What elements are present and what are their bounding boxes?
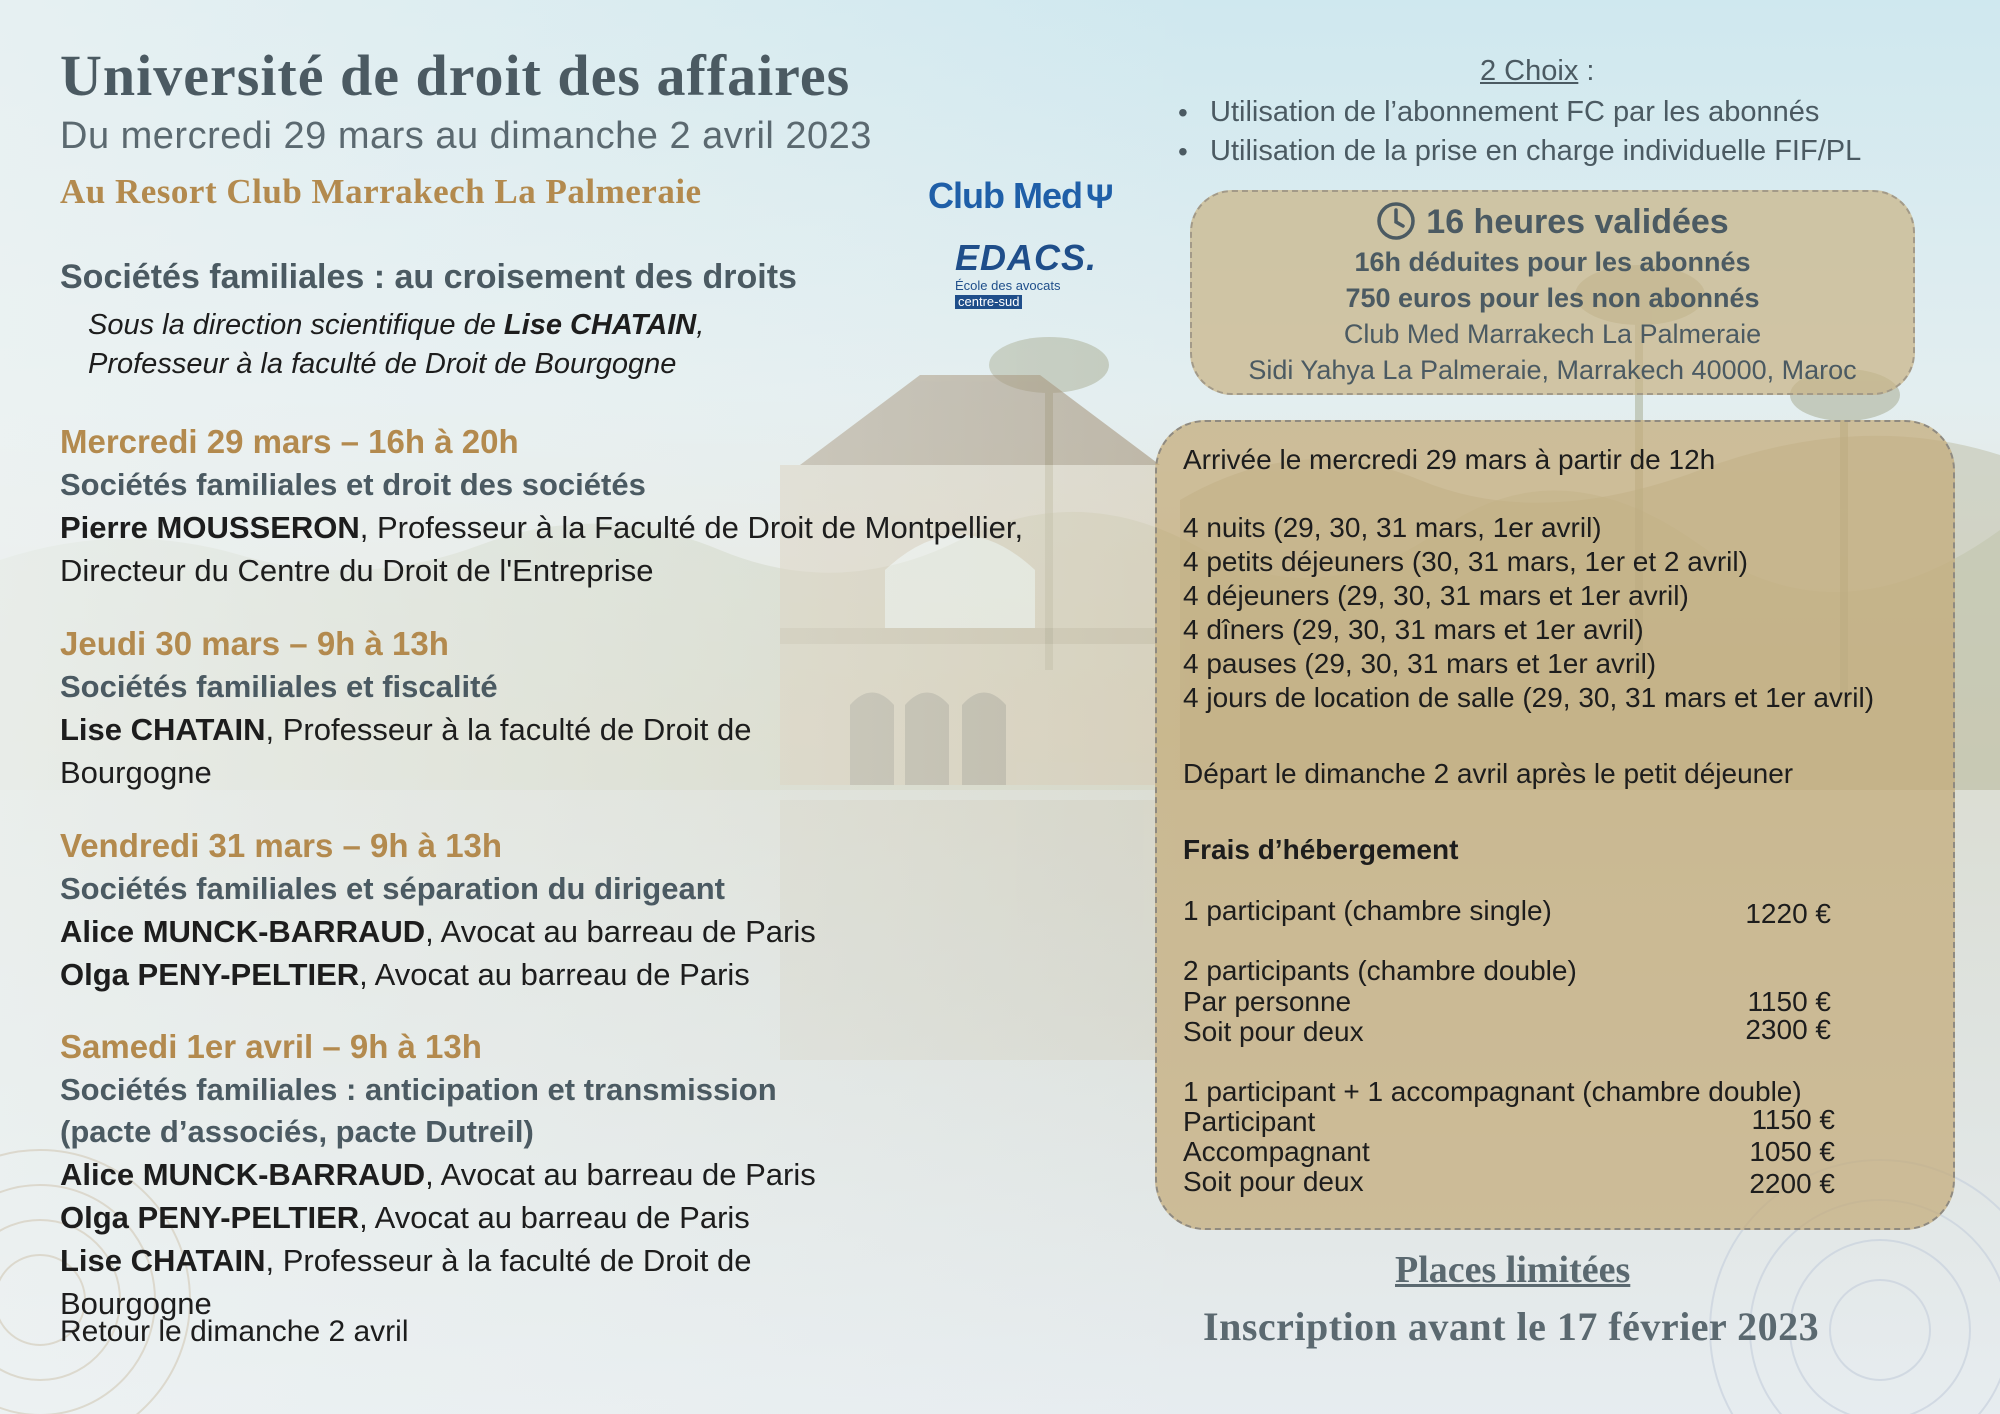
stay-arrival: Arrivée le mercredi 29 mars à partir de 12h <box>1183 444 1716 475</box>
limited-places: Places limitées <box>1395 1249 1631 1291</box>
fee-accomp-acc-price: 1050 € <box>1749 1136 1835 1167</box>
fee-accomp-acc-label: Accompagnant <box>1183 1136 1370 1167</box>
speaker <box>60 1239 860 1325</box>
speaker-role: , Professeur à la faculté de Droit de Bourgogne <box>60 1243 752 1321</box>
choix-item: • Utilisation de l’abonnement FC par les abonnés <box>1210 93 1861 132</box>
fee-accomp-part-price: 1150 € <box>1751 1104 1835 1135</box>
speaker-name: Pierre MOUSSERON <box>60 510 360 545</box>
fee-accomp-total-price: 2200 € <box>1749 1168 1835 1199</box>
speaker-name: Olga PENY-PELTIER <box>60 1200 360 1235</box>
hours-box <box>1190 190 1915 395</box>
fee-double-total-label: Soit pour deux <box>1183 1016 1364 1047</box>
speaker <box>60 1196 860 1239</box>
registration-deadline: Inscription avant le 17 février 2023 <box>1203 1304 1820 1349</box>
fee-double-label: 2 participants (chambre double) <box>1183 955 1577 986</box>
stay-include-item: 4 pauses (29, 30, 31 mars et 1er avril) <box>1183 648 1657 679</box>
day-subject: Sociétés familiales : anticipation et transmission (pacte d’associés, pacte Dutreil) <box>60 1072 777 1149</box>
speaker <box>60 1153 860 1196</box>
speaker-role: , Professeur à la Faculté de Droit de Montpellier, Directeur du Centre du Droit de l'Entreprise <box>60 510 1024 588</box>
choix-item: • Utilisation de la prise en charge individuelle FIF/PL <box>1210 132 1861 171</box>
direction-prefix: Sous la direction scientifique de <box>88 309 504 341</box>
day-block-1 <box>60 420 1100 592</box>
stay-include-item: 4 dîners (29, 30, 31 mars et 1er avril) <box>1183 614 1644 645</box>
speaker <box>60 953 1100 996</box>
day-block-4 <box>60 1025 860 1325</box>
edacs-logo-line1: École des avocats <box>955 278 1061 293</box>
choix-title-main: 2 Choix <box>1480 55 1579 87</box>
choix-title <box>1480 55 1594 88</box>
clubmed-logo <box>928 175 1113 217</box>
hours-non-subscribers: 750 euros pour les non abonnés <box>1345 283 1760 314</box>
day-heading: Vendredi 31 mars – 9h à 13h <box>60 827 503 864</box>
edacs-logo-text: EDACS. <box>955 237 1098 278</box>
speaker-name: Olga PENY-PELTIER <box>60 957 360 992</box>
hours-subscribers: 16h déduites pour les abonnés <box>1354 247 1751 278</box>
speaker-role: , Avocat au barreau de Paris <box>425 1157 816 1192</box>
speaker-name: Alice MUNCK-BARRAUD <box>60 914 426 949</box>
speaker <box>60 910 1100 953</box>
day-heading: Samedi 1er avril – 9h à 13h <box>60 1028 482 1065</box>
event-dates: Du mercredi 29 mars au dimanche 2 avril 2023 <box>60 115 872 157</box>
stay-include-item: 4 petits déjeuners (30, 31 mars, 1er et 2 avril) <box>1183 546 1748 577</box>
day-block-3 <box>60 824 1100 996</box>
choix-title-suffix: : <box>1578 55 1595 87</box>
speaker-name: Lise CHATAIN <box>60 712 266 747</box>
clock-icon <box>1376 201 1416 241</box>
day-heading: Mercredi 29 mars – 16h à 20h <box>60 423 519 460</box>
speaker-name: Alice MUNCK-BARRAUD <box>60 1157 426 1192</box>
day-subject: Sociétés familiales et fiscalité <box>60 669 498 704</box>
hours-place: Club Med Marrakech La Palmeraie <box>1343 319 1762 350</box>
stay-include-item: 4 nuits (29, 30, 31 mars, 1er avril) <box>1183 512 1602 543</box>
fee-single-price: 1220 € <box>1745 898 1831 929</box>
stay-box <box>1155 420 1955 1230</box>
event-venue: Au Resort Club Marrakech La Palmeraie <box>60 172 702 211</box>
day-heading: Jeudi 30 mars – 9h à 13h <box>60 625 449 662</box>
stay-include-item: 4 déjeuners (29, 30, 31 mars et 1er avril) <box>1183 580 1689 611</box>
direction-line2: Professeur à la faculté de Droit de Bourgogne <box>88 348 677 380</box>
fees-title: Frais d’hébergement <box>1183 834 1459 865</box>
page-title: Université de droit des affaires <box>60 43 851 108</box>
speaker <box>60 708 850 794</box>
edacs-logo <box>955 237 1098 311</box>
fee-single-label: 1 participant (chambre single) <box>1183 895 1552 926</box>
hours-validated: 16 heures validées <box>1426 203 1729 241</box>
speaker-role: , Avocat au barreau de Paris <box>359 957 750 992</box>
edacs-logo-line2: centre-sud <box>955 295 1022 309</box>
trident-icon: Ψ <box>1085 178 1113 216</box>
fee-accomp-part-label: Participant <box>1183 1106 1316 1137</box>
day-block-2 <box>60 622 850 794</box>
direction-name: Lise CHATAIN <box>503 309 697 341</box>
fee-double-per-label: Par personne <box>1183 986 1352 1017</box>
fee-double-per-price: 1150 € <box>1747 986 1831 1017</box>
stay-departure: Départ le dimanche 2 avril après le petit déjeuner <box>1183 758 1794 789</box>
speaker <box>60 506 1100 592</box>
speaker-role: , Avocat au barreau de Paris <box>425 914 816 949</box>
hours-heading <box>1192 200 1913 244</box>
choix-list <box>1210 93 1861 171</box>
fee-double-total-price: 2300 € <box>1745 1014 1831 1045</box>
speaker-role: , Professeur à la faculté de Droit de Bourgogne <box>60 712 752 790</box>
speaker-role: , Avocat au barreau de Paris <box>359 1200 750 1235</box>
stay-include-item: 4 jours de location de salle (29, 30, 31 mars et 1er avril) <box>1183 682 1875 713</box>
program-direction <box>88 306 704 384</box>
day-subject: Sociétés familiales et droit des sociétés <box>60 467 646 502</box>
direction-suffix: , <box>696 309 705 341</box>
program-title: Sociétés familiales : au croisement des droits <box>60 258 797 296</box>
speaker-name: Lise CHATAIN <box>60 1243 266 1278</box>
return-note: Retour le dimanche 2 avril <box>60 1315 409 1348</box>
day-subject: Sociétés familiales et séparation du dirigeant <box>60 871 725 906</box>
hours-address: Sidi Yahya La Palmeraie, Marrakech 40000, Maroc <box>1248 355 1857 386</box>
fee-accomp-label: 1 participant + 1 accompagnant (chambre double) <box>1183 1076 1802 1107</box>
clubmed-logo-text: Club Med <box>928 175 1082 216</box>
fee-accomp-total-label: Soit pour deux <box>1183 1166 1364 1197</box>
